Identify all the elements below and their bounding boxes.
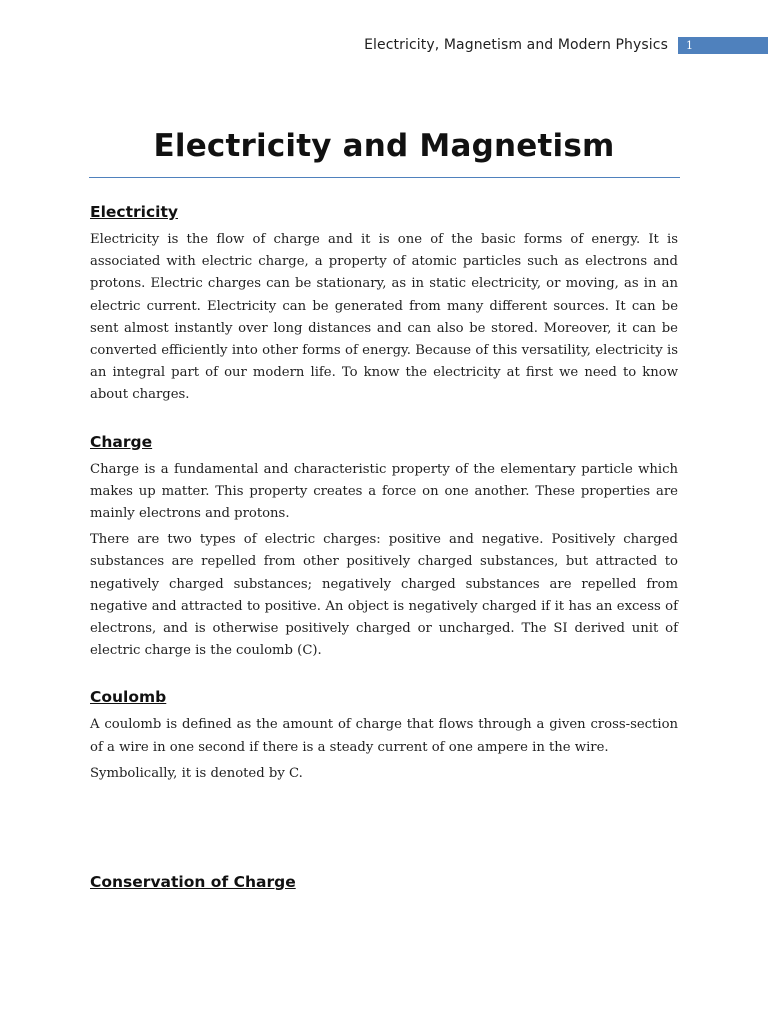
document-body [90, 201, 678, 899]
section-conservation-of-charge [90, 871, 678, 893]
section-electricity [90, 201, 678, 407]
section-heading-coulomb: Coulomb [90, 688, 167, 707]
section-heading-electricity: Electricity [90, 203, 178, 221]
paragraph: Charge is a fundamental and characteristic property of the elementary particle which makes up matter. This property creates a force on one another. These properties are mainly electrons and protons. [90, 461, 678, 522]
paragraph: Electricity is the flow of charge and it is one of the basic forms of energy. It is associated with electric charge, a property of atomic particles such as electrons and protons. Electric charges can be stationary, as in static electricity, or moving, as in an electric current. Electricity can be generated from many different sources. It can be sent almost instantly over long distances and can also be stored. Moreover, it can be converted efficiently into other forms of energy. Because of this versatility, electricity is an integral part of our modern life. To know the electricity at first we need to know about charges. [90, 232, 678, 403]
section-coulomb [90, 686, 678, 785]
page-number: 1 [678, 37, 768, 54]
paragraph: A coulomb is defined as the amount of charge that flows through a given cross-section of a wire in one second if there is a steady current of one ampere in the wire. [90, 717, 678, 755]
paragraph: There are two types of electric charges: positive and negative. Positively charged substances are repelled from other positively charged substances, but attracted to negatively charged substances; negatively charged substances are repelled from negative and attracted to positive. An object is negatively charged if it has an excess of electrons, and is otherwise positively charged or uncharged. The SI derived unit of electric charge is the coulomb (C). [90, 532, 678, 659]
page-header [364, 35, 768, 55]
section-heading-charge: Charge [90, 432, 153, 451]
section-charge [90, 431, 678, 663]
section-heading-conservation: Conservation of Charge [90, 873, 296, 892]
paragraph: Symbolically, it is denoted by C. [90, 765, 303, 781]
title-divider [89, 177, 680, 178]
document-title: Electricity and Magnetism [153, 128, 615, 164]
running-title: Electricity, Magnetism and Modern Physics [364, 37, 668, 53]
